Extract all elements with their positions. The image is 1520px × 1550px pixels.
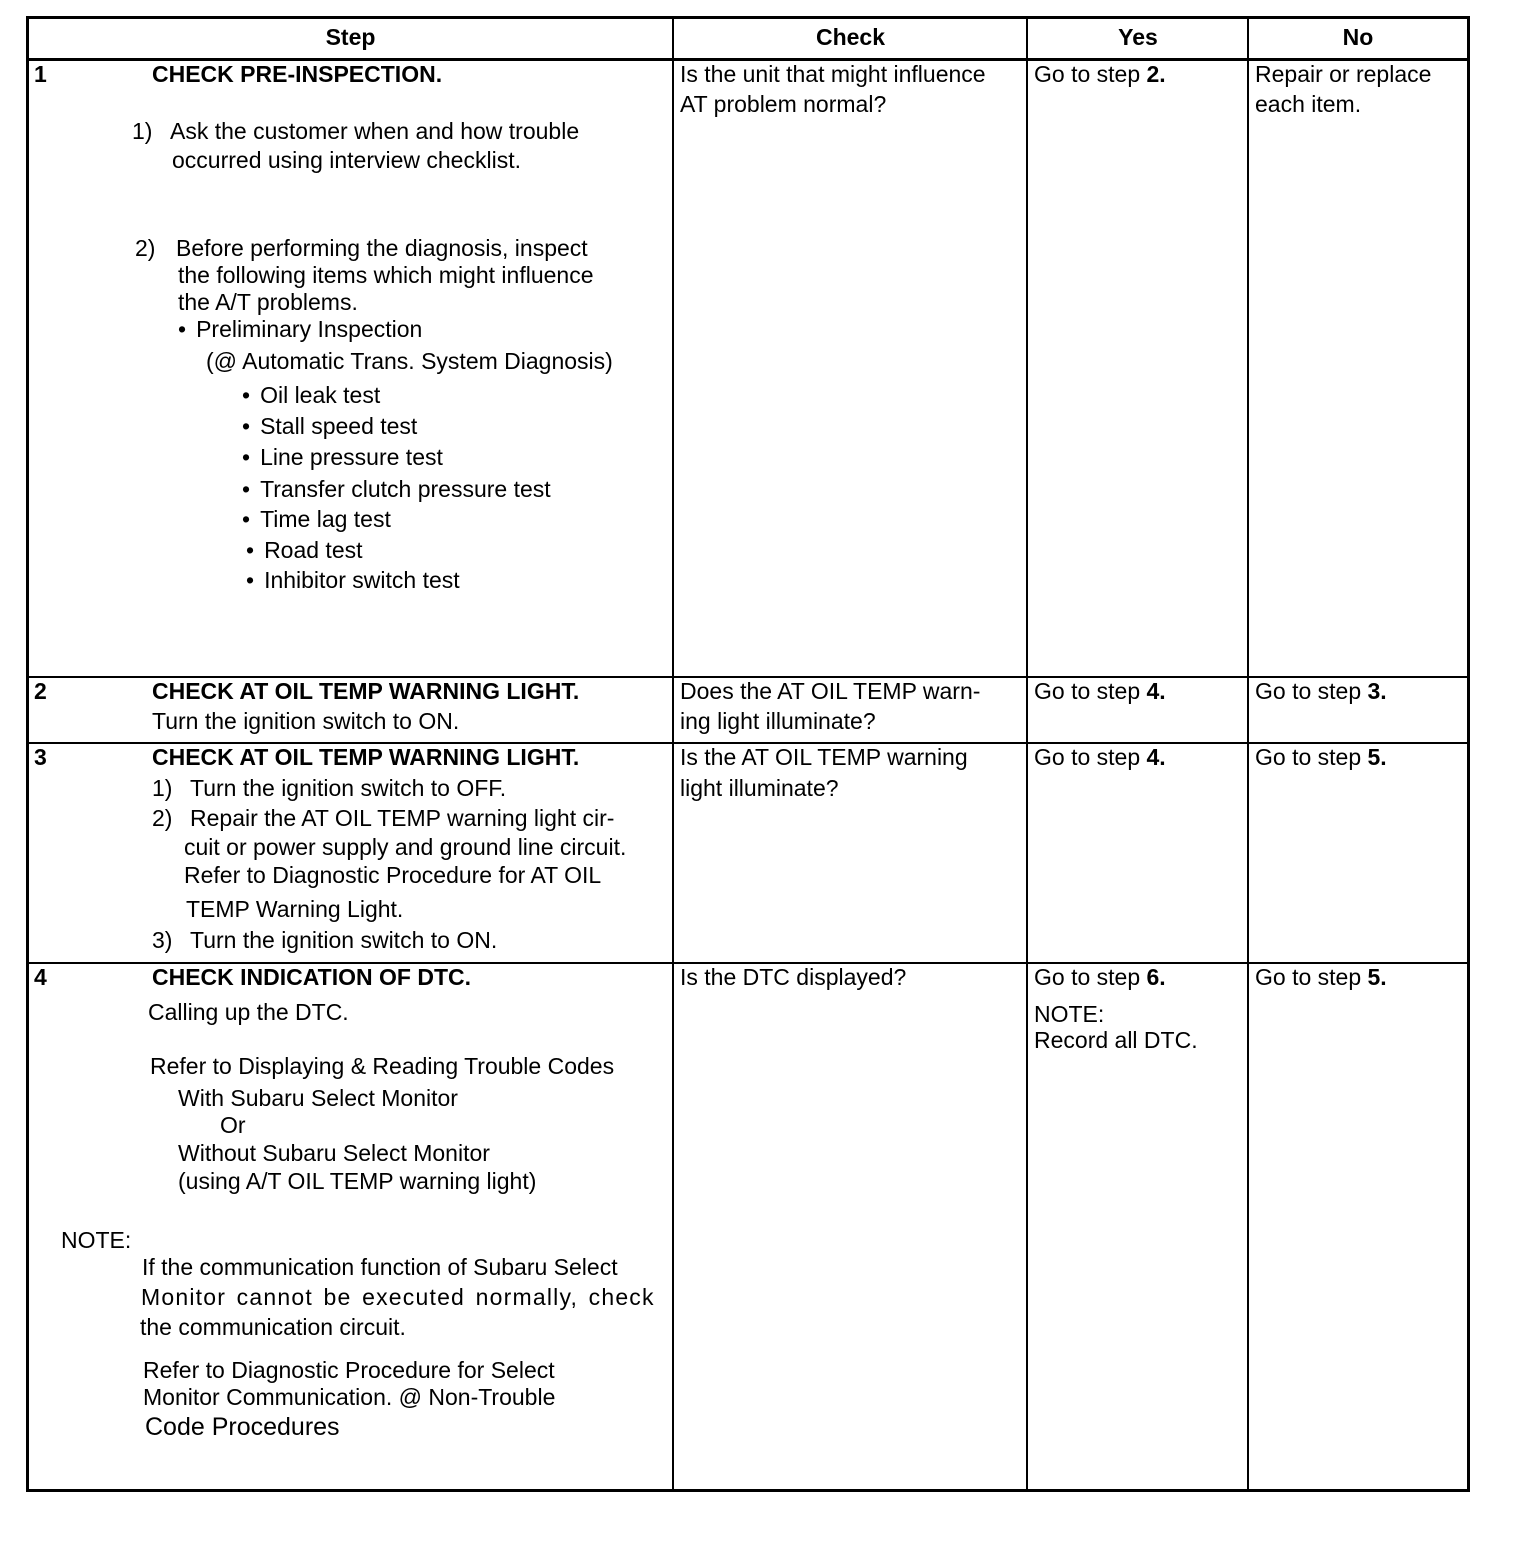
- header-yes: Yes: [1118, 24, 1158, 50]
- row4-note-label: NOTE:: [61, 1227, 132, 1253]
- row1-step-title: CHECK PRE-INSPECTION.: [152, 61, 443, 87]
- row3-check-line2: light illuminate?: [680, 775, 839, 801]
- row2-yes-text: Go to step: [1034, 678, 1147, 704]
- row2-no-text: Go to step: [1255, 678, 1368, 704]
- row4-check-line1: Is the DTC displayed?: [680, 964, 907, 990]
- row4-yes-text: Go to step: [1034, 964, 1147, 990]
- row4-no-step: 5.: [1367, 964, 1387, 990]
- row4-note-line3: the communication circuit.: [140, 1314, 406, 1340]
- test-item-label: Transfer clutch pressure test: [260, 476, 551, 502]
- row3-item2-number: 2): [152, 805, 173, 831]
- test-item-label: Line pressure test: [260, 444, 443, 470]
- test-item: [246, 567, 460, 595]
- row4-reference8: Code Procedures: [145, 1413, 340, 1441]
- row1-item1-line2: occurred using interview checklist.: [172, 147, 521, 173]
- test-item: [242, 382, 380, 410]
- test-item-label: Inhibitor switch test: [264, 567, 460, 593]
- row3-yes-text: Go to step: [1034, 744, 1147, 770]
- col-divider-step-check: [672, 19, 674, 1489]
- row2-step-title: CHECK AT OIL TEMP WARNING LIGHT.: [152, 678, 580, 704]
- test-item-label: Road test: [264, 537, 363, 563]
- row1-item2-line2: the following items which might influence: [178, 262, 594, 288]
- row1-no-line1: Repair or replace: [1255, 61, 1432, 87]
- row3-item2-line2: cuit or power supply and ground line circuit.: [184, 834, 627, 860]
- header-no: No: [1342, 24, 1374, 50]
- row2-line1: Turn the ignition switch to ON.: [152, 708, 460, 734]
- row1-preliminary-inspection: [178, 316, 422, 344]
- row2-check-line2: ing light illuminate?: [680, 708, 876, 734]
- row1-yes-step: 2.: [1146, 61, 1166, 87]
- row3-item2-line3: Refer to Diagnostic Procedure for AT OIL: [184, 862, 602, 888]
- row2-no: [1255, 678, 1387, 706]
- row4-reference4: Without Subaru Select Monitor: [178, 1140, 490, 1166]
- row3-no: [1255, 744, 1387, 772]
- test-item: [242, 413, 417, 441]
- header-check: Check: [815, 24, 886, 50]
- row3-item1-number: 1): [152, 775, 173, 801]
- row4-note-line1: If the communication function of Subaru Select: [142, 1254, 618, 1280]
- preliminary-inspection-label: Preliminary Inspection: [196, 316, 423, 342]
- row4-step-number: 4: [34, 964, 47, 990]
- row3-item1: Turn the ignition switch to OFF.: [190, 775, 507, 801]
- row4-no: [1255, 964, 1387, 992]
- row4-yes-step: 6.: [1146, 964, 1166, 990]
- row1-yes: [1034, 61, 1166, 89]
- row3-check-line1: Is the AT OIL TEMP warning: [680, 744, 968, 770]
- row1-item1-number: 1): [132, 118, 153, 144]
- row3-yes: [1034, 744, 1166, 772]
- row4-step-title: CHECK INDICATION OF DTC.: [152, 964, 472, 990]
- row3-item3-number: 3): [152, 927, 173, 953]
- row3-yes-step: 4.: [1146, 744, 1166, 770]
- row2-yes-step: 4.: [1146, 678, 1166, 704]
- row1-yes-text: Go to step: [1034, 61, 1147, 87]
- row2-check-line1: Does the AT OIL TEMP warn-: [680, 678, 981, 704]
- row3-step-number: 3: [34, 744, 47, 770]
- row1-step-number: 1: [34, 61, 47, 87]
- row2-no-step: 3.: [1367, 678, 1387, 704]
- row3-item3: Turn the ignition switch to ON.: [190, 927, 498, 953]
- test-item: [242, 476, 551, 504]
- col-divider-yes-no: [1247, 19, 1249, 1489]
- col-divider-check-yes: [1026, 19, 1028, 1489]
- row4-reference5: (using A/T OIL TEMP warning light): [178, 1168, 537, 1194]
- row1-preliminary-reference: (@ Automatic Trans. System Diagnosis): [206, 348, 613, 374]
- row1-check-line2: AT problem normal?: [680, 91, 887, 117]
- test-item-label: Stall speed test: [260, 413, 418, 439]
- row4-yes: [1034, 964, 1166, 992]
- test-item-label: Oil leak test: [260, 382, 381, 408]
- test-item: [242, 506, 391, 534]
- row4-reference6: Refer to Diagnostic Procedure for Select: [143, 1357, 555, 1383]
- row1-item1-line1: Ask the customer when and how trouble: [170, 118, 580, 144]
- row3-no-step: 5.: [1367, 744, 1387, 770]
- row3-item2-line4: TEMP Warning Light.: [186, 896, 404, 922]
- row4-reference3: Or: [220, 1112, 246, 1138]
- row4-reference1: Refer to Displaying & Reading Trouble Codes: [150, 1053, 615, 1079]
- row4-no-text: Go to step: [1255, 964, 1368, 990]
- header-step: Step: [325, 24, 376, 50]
- row4-note-line2: Monitor cannot be executed normally, check: [141, 1284, 655, 1310]
- row4-yes-note-label: NOTE:: [1034, 1001, 1105, 1027]
- row1-item2-number: 2): [135, 235, 156, 261]
- row3-step-title: CHECK AT OIL TEMP WARNING LIGHT.: [152, 744, 580, 770]
- row1-item2-line3: the A/T problems.: [178, 289, 358, 315]
- row2-yes: [1034, 678, 1166, 706]
- row3-no-text: Go to step: [1255, 744, 1368, 770]
- row2-step-number: 2: [34, 678, 47, 704]
- row4-line1: Calling up the DTC.: [148, 999, 349, 1025]
- test-item: [242, 444, 443, 472]
- row4-reference7: Monitor Communication. @ Non-Trouble: [143, 1384, 556, 1410]
- row3-item2-line1: Repair the AT OIL TEMP warning light cir-: [190, 805, 615, 831]
- test-item-label: Time lag test: [260, 506, 391, 532]
- test-item: [246, 537, 363, 565]
- row4-reference2: With Subaru Select Monitor: [178, 1085, 458, 1111]
- row4-yes-note-text: Record all DTC.: [1034, 1027, 1198, 1053]
- row1-no-line2: each item.: [1255, 91, 1362, 117]
- row1-check-line1: Is the unit that might influence: [680, 61, 986, 87]
- row1-item2-line1: Before performing the diagnosis, inspect: [176, 235, 588, 261]
